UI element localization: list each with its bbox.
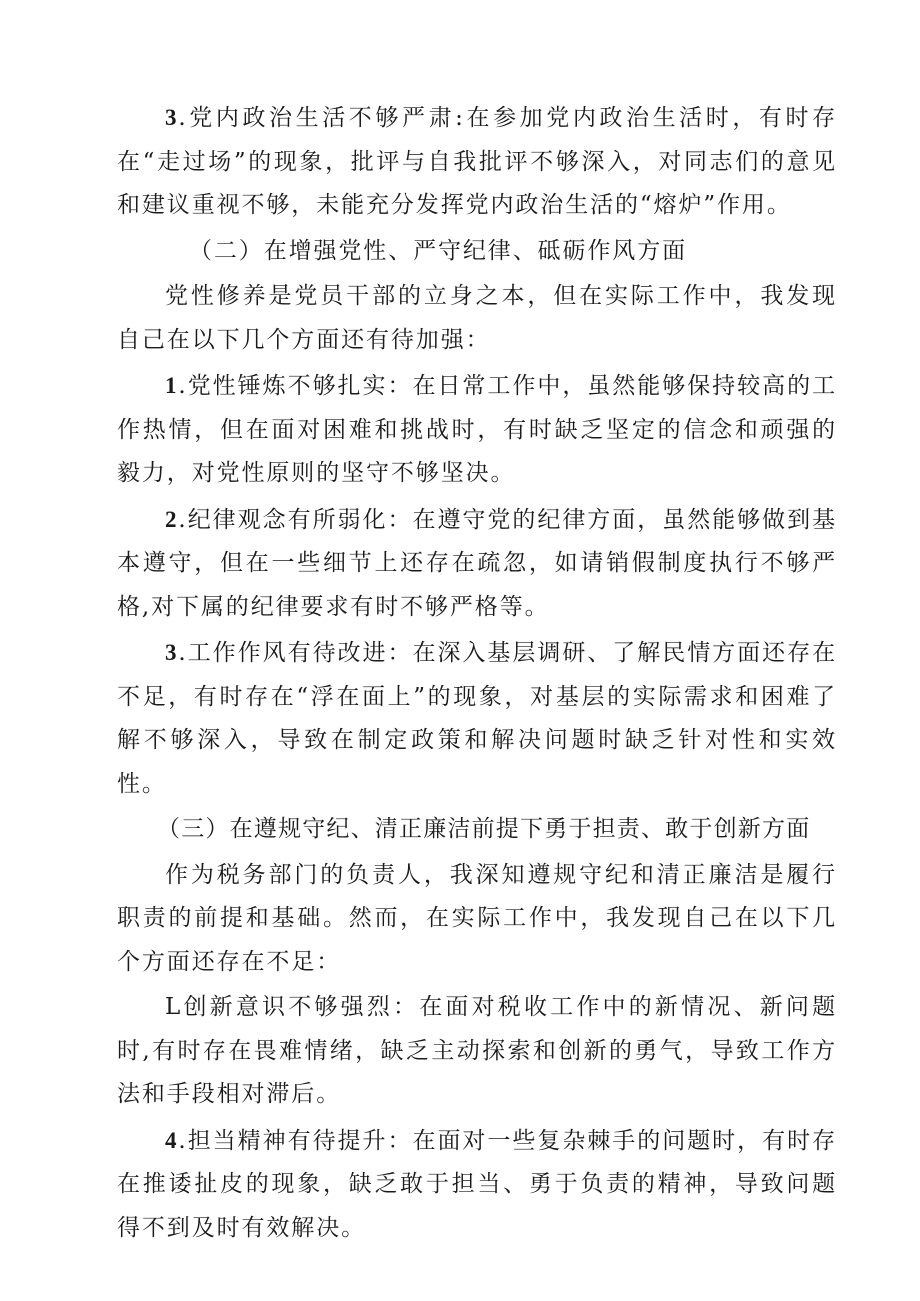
paragraph-item-4-responsibility — [117, 1119, 837, 1251]
paragraph-text: .党内政治生活不够严肃:在参加党内政治生活时，有时存在“走过场”的现象，批评与自我批评不够深入，对同志们的意见和建议重视不够，未能充分发挥党内政治生活的“熔炉”作用。 — [117, 105, 837, 218]
item-number: 3 — [165, 105, 179, 130]
paragraph-item-1-party-spirit — [117, 364, 837, 496]
paragraph-item-1-innovation — [117, 986, 837, 1117]
paragraph-text: .工作作风有待改进：在深入基层调研、了解民情方面还存在不足，有时存在“浮在面上”的现象，对基层的实际需求和困难了解不够深入，导致在制定政策和解决问题时缺乏针对性和实效性。 — [117, 640, 837, 797]
paragraph-text: .纪律观念有所弱化：在遵守党的纪律方面，虽然能够做到基本遵守，但在一些细节上还存在疏忽，如请销假制度执行不够严格,对下属的纪律要求有时不够严格等。 — [117, 506, 837, 620]
item-number: 1 — [165, 373, 179, 398]
item-number: 3 — [165, 640, 179, 665]
paragraph-text: 作为税务部门的负责人，我深知遵规守纪和清正廉洁是履行职责的前提和基础。然而，在实际工作中，我发现自己在以下几个方面还存在不足： — [117, 861, 837, 975]
paragraph-item-2-discipline — [117, 498, 837, 630]
section-heading-3 — [117, 808, 837, 852]
section-heading-2 — [117, 230, 837, 274]
paragraph-item-3-work-style — [117, 631, 837, 806]
item-number: 2 — [165, 506, 179, 532]
paragraph-text: .担当精神有待提升：在面对一些复杂棘手的问题时，有时存在推诿扯皮的现象，缺乏敢于担当、勇于负责的精神，导致问题得不到及时有效解决。 — [117, 1127, 837, 1241]
paragraph-text: 党性修养是党员干部的立身之本，但在实际工作中，我发现自己在以下几个方面还有待加强： — [117, 283, 837, 353]
paragraph-item-3-political-life — [117, 96, 837, 228]
paragraph-text: .党性锤炼不够扎实：在日常工作中，虽然能够保持较高的工作热情，但在面对困难和挑战时，有时缺乏坚定的信念和顽强的毅力，对党性原则的坚守不够坚决。 — [117, 373, 837, 486]
section-heading-text: （三）在遵规守纪、清正廉洁前提下勇于担责、敢于创新方面 — [157, 816, 811, 842]
paragraph-intro-party-spirit — [117, 275, 837, 362]
section-heading-text: （二）在增强党性、严守纪律、砥砺作风方面 — [189, 237, 687, 264]
paragraph-intro-tax-department — [117, 854, 837, 985]
document-body — [117, 96, 837, 1250]
paragraph-text: L创新意识不够强烈：在面对税收工作中的新情况、新问题时,有时存在畏难情绪，缺乏主动探索和创新的勇气，导致工作方法和手段相对滞后。 — [117, 994, 837, 1107]
item-number: 4 — [165, 1127, 179, 1153]
